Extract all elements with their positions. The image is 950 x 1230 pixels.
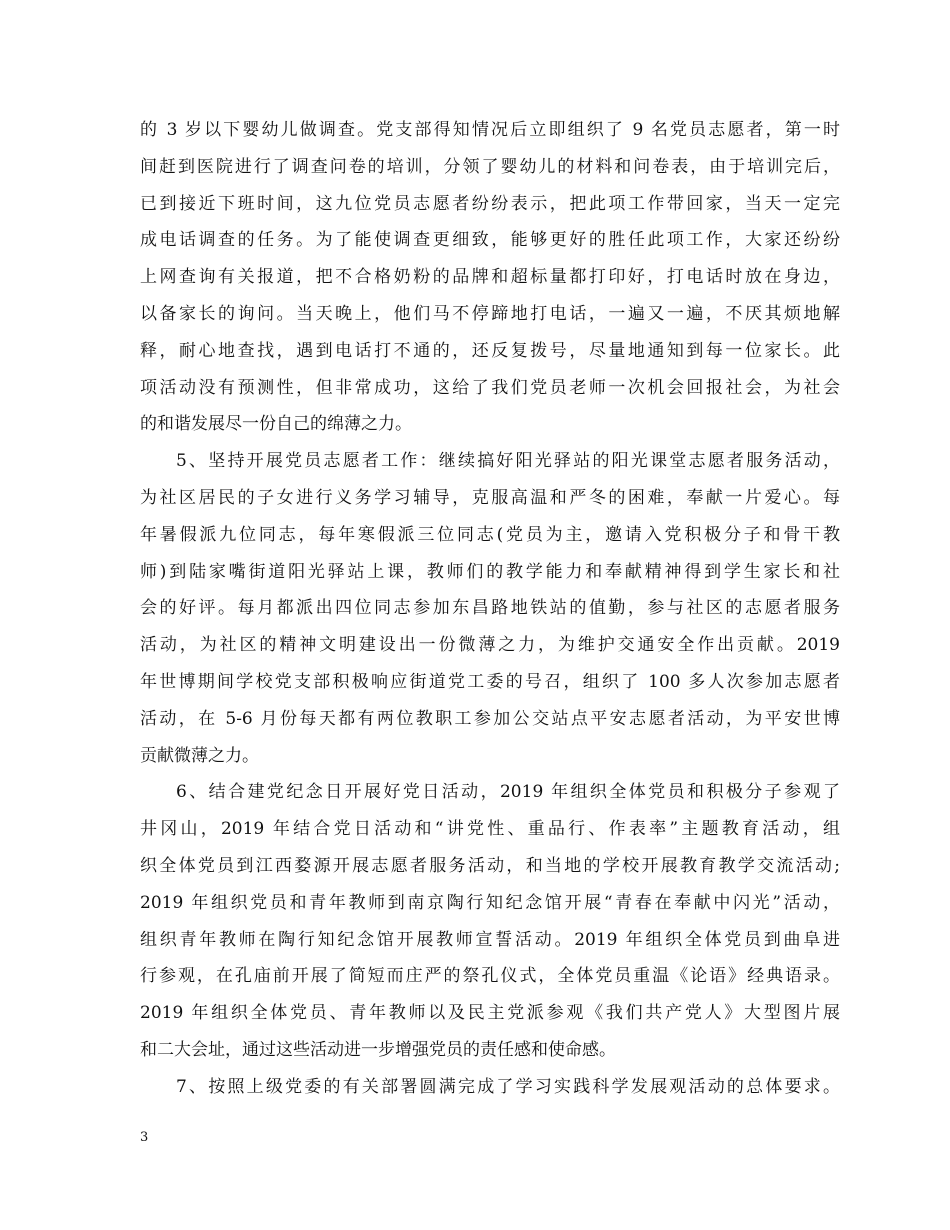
text-line: 的和谐发展尽一份自己的绵薄之力。 xyxy=(140,414,412,435)
text-line: 以备家长的询问。当天晚上，他们马不停蹄地打电话，一遍又一遍，不厌其烦地解 xyxy=(140,303,840,324)
text-line: 2019 年组织全体党员、青年教师以及民主党派参观《我们共产党人》大型图片展 xyxy=(140,1003,840,1024)
text-line: 年暑假派九位同志，每年寒假派三位同志(党员为主，邀请入党积极分子和骨干教 xyxy=(140,524,840,545)
text-line: 年世博期间学校党支部积极响应街道党工委的号召，组织了 100 多人次参加志愿者 xyxy=(140,671,840,692)
text-line: 6、结合建党纪念日开展好党日活动，2019 年组织全体党员和积极分子参观了 xyxy=(176,782,840,803)
text-line: 为社区居民的子女进行义务学习辅导，克服高温和严冬的困难，奉献一片爱心。每 xyxy=(140,487,840,508)
text-line: 释，耐心地查找，遇到电话打不通的，还反复拨号，尽量地通知到每一位家长。此 xyxy=(140,340,840,361)
text-line: 行参观，在孔庙前开展了简短而庄严的祭孔仪式，全体党员重温《论语》经典语录。 xyxy=(140,966,840,987)
text-line: 已到接近下班时间，这九位党员志愿者纷纷表示，把此项工作带回家，当天一定完 xyxy=(140,193,840,214)
text-line: 活动，在 5-6 月份每天都有两位教职工参加公交站点平安志愿者活动，为平安世博 xyxy=(140,708,840,729)
text-line: 上网查询有关报道，把不合格奶粉的品牌和超标量都打印好，打电话时放在身边， xyxy=(140,267,840,288)
text-line: 2019 年组织党员和青年教师到南京陶行知纪念馆开展“青春在奉献中闪光”活动， xyxy=(140,892,840,913)
text-line: 间赶到医院进行了调查问卷的培训，分领了婴幼儿的材料和问卷表，由于培训完后， xyxy=(140,156,840,177)
text-line: 贡献微薄之力。 xyxy=(140,745,259,766)
text-line: 师)到陆家嘴街道阳光驿站上课，教师们的教学能力和奉献精神得到学生家长和社 xyxy=(140,561,840,582)
text-line: 和二大会址，通过这些活动进一步增强党员的责任感和使命感。 xyxy=(140,1039,616,1060)
text-line: 5、坚持开展党员志愿者工作：继续搞好阳光驿站的阳光课堂志愿者服务活动， xyxy=(176,451,840,472)
text-line: 会的好评。每月都派出四位同志参加东昌路地铁站的值勤，参与社区的志愿者服务 xyxy=(140,598,840,619)
text-line: 项活动没有预测性，但非常成功，这给了我们党员老师一次机会回报社会，为社会 xyxy=(140,377,840,398)
text-line: 7、按照上级党委的有关部署圆满完成了学习实践科学发展观活动的总体要求。 xyxy=(176,1076,840,1097)
text-line: 成电话调查的任务。为了能使调查更细致，能够更好的胜任此项工作，大家还纷纷 xyxy=(140,230,840,251)
page-number: 3 xyxy=(140,1130,149,1145)
text-line: 组织青年教师在陶行知纪念馆开展教师宣誓活动。2019 年组织全体党员到曲阜进 xyxy=(140,929,840,950)
text-line: 织全体党员到江西婺源开展志愿者服务活动，和当地的学校开展教育教学交流活动; xyxy=(140,855,840,876)
text-line: 的 3 岁以下婴幼儿做调查。党支部得知情况后立即组织了 9 名党员志愿者，第一时 xyxy=(140,120,840,140)
body-text xyxy=(140,112,840,1106)
text-line: 活动，为社区的精神文明建设出一份微薄之力，为维护交通安全作出贡献。2019 xyxy=(140,635,840,656)
text-line: 井冈山，2019 年结合党日活动和“讲党性、重品行、作表率”主题教育活动，组 xyxy=(140,819,840,840)
